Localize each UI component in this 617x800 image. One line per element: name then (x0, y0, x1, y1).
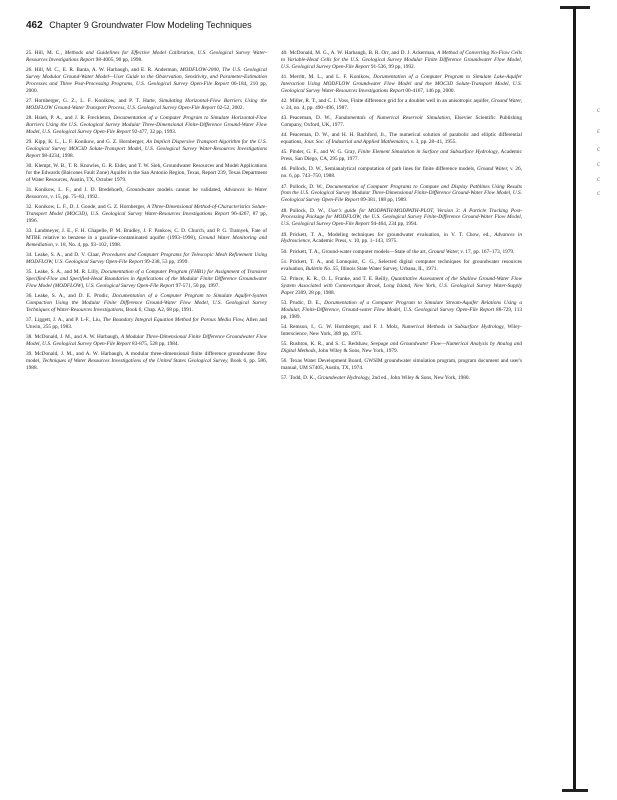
reference-text: John Wiley & Sons, New York, 1979. (316, 347, 398, 354)
reference-title: Documentation of a Computer Program (FHB1) for Assignment of Transient Specified-Flow and Specified-Head Boundaries in Applications of the Modular Finite Difference Groundwater Flow Model (MODFLOW), U.S. Geological Survey Open-File Report (26, 269, 267, 289)
reference-title: Documentation of a Computer Program to Simulate Horizontal-Flow Barriers Using the U.S. Geological Survey Modular Three-Dimensional Finite-Difference Ground-Water Flow Model, U.S. Geological Survey Open-File Report (26, 115, 267, 135)
reference-text: Konikow, L. F., D. J. Goode, and G. Z. Hornberger, (34, 204, 147, 211)
reference-entry (26, 293, 267, 314)
reference-text: Book 6, pp. 586, 1988. (26, 358, 268, 372)
reference-entry (281, 300, 522, 321)
reference-number: 48. (281, 207, 288, 214)
reference-number: 41. (281, 73, 288, 80)
reference-text: 00-184, 210 pp, 2000. (26, 80, 267, 94)
reference-entry (281, 276, 522, 297)
reference-text: Hornberger, G. Z., L. F. Konikow, and P. T. Harte, (34, 97, 160, 104)
margin-bleed-char: c (597, 145, 601, 153)
reference-entry (281, 149, 522, 163)
reference-entry (26, 98, 267, 112)
reference-entry (281, 98, 522, 112)
reference-entry (26, 204, 267, 225)
reference-title: Documentation of a Computer Program to Simulate Stream-Aquifer Relations Using a Modular, Finite-Difference, Ground-water Flow Model, U.S. Geological Survey Open-File Report (281, 300, 522, 313)
reference-text: 89-381, 188 pp, 1989. (359, 197, 408, 204)
margin-bleed-char: c (597, 106, 601, 114)
reference-text: McDonald, M. G., A. W. Harbaugh, B. R. Orr, and D. J. Ackerman, (289, 50, 438, 56)
reference-entry (26, 334, 267, 348)
reference-number: 28. (26, 115, 33, 122)
page-number: 462 (26, 20, 43, 31)
reference-entry (26, 351, 267, 372)
reference-entry (281, 249, 522, 256)
reference-entry (26, 50, 267, 64)
reference-text: Pollock, D. W., Semianalytical computation of path lines for finite difference models, (289, 166, 478, 173)
reference-title: Simulating Horizontal-Flow Barriers Using the MODFLOW Ground-Water Transport Process, U.S. Geological Survey Open-File Report (26, 97, 267, 111)
reference-number: 46. (281, 166, 288, 173)
reference-title: A Three-Dimensional Method-of-Characteristics Solute-Transport Model (MOC3D), U.S. Geological Survey Water-Resources Investigations Report (26, 204, 268, 217)
reference-entry (281, 324, 522, 338)
reference-text: Illinois State Water Survey, Urbana, IL, 1971. (339, 265, 438, 272)
reference-number: 51. (281, 258, 288, 265)
running-header (26, 20, 252, 31)
reference-text: Texas Water Development Board, GWSIM groundwater simulation program, program document and user's manual, UM S7405, Austin, TX, 1974. (281, 358, 522, 372)
reference-text: v. 3, pp. 28–41, 1955. (409, 139, 457, 146)
reference-entry (281, 166, 522, 180)
reference-entry (26, 139, 267, 160)
reference-entry (281, 74, 522, 95)
reference-title: Ground Water, (477, 166, 509, 173)
reference-text: 98-4234, 1998. (40, 152, 74, 159)
reference-text: 92-477, 32 pp, 1993. (130, 128, 177, 135)
reference-number: 31. (26, 186, 33, 193)
reference-text: Peaceman, D. W., and H. H. Rachford, Jr., The numerical solution of parabolic and elliptic differential equations, (281, 132, 522, 146)
reference-text: Prudic, D. E., (289, 300, 325, 306)
reference-text: v. 24, no. 4, pp. 490–496, 1987. (281, 104, 349, 111)
reference-text: Allen and Unwin, 255 pp, 1983. (26, 317, 267, 330)
reference-text: v. 26, no. 6, pp. 743–750, 1988. (281, 166, 522, 180)
reference-text: v. 15, pp. 75–83, 1992. (48, 193, 99, 200)
reference-title: Bulletin No. 55, (305, 265, 340, 272)
reference-title: A Method of Converting No-Flow Cells to Variable-Head Cells for the U.S. Geological Survey Modular Finite Difference Groundwater Flow Model, U.S. Geological Survey Open-File Report (281, 50, 522, 70)
reference-title: Fundamentals of Numerical Reservoir Simulation, (335, 115, 452, 122)
reference-title: User's guide for MODPATH/MODPATH-PLOT, Version 3: A Particle Tracking Post-Processing Package for MODFLOW, the U.S. Geological Survey Finite-Difference Ground-Water Flow Model, U.S. Geological Survey Open-File Report (281, 207, 522, 228)
reference-text: Pollock, D. W., (289, 207, 329, 214)
binding-edge-bottom (562, 789, 588, 792)
references-left-column (26, 50, 267, 375)
reference-title: Finite Element Simulation in Surface and Subsurface Hydrology, (357, 149, 499, 156)
reference-text: v. 17, pp. 167–173, 1979. (459, 248, 515, 255)
reference-title: Ground Water Monitoring and Remediation, (26, 234, 267, 248)
reference-text: Remson, I., G. W. Hornberger, and F. J. Molz, (289, 323, 402, 330)
reference-text: Wiley-Interscience, New York, 389 pp, 1971. (281, 323, 522, 337)
reference-text: Miller, R. T., and C. I. Voss, Finite difference grid for a doublet well in an anisotropic aquifer, (289, 97, 492, 104)
reference-title: Documentation of a Computer Program to Simulate Lake-Aquifer Interaction Using MODFLOW Groundwater Flow Model and the MOC3D Solute-Transport Model, U.S. Geological Survey Water-Resources Investigations Report (281, 73, 522, 94)
reference-title: Seepage and Groundwater Flow—Numerical Analysis by Analog and Digital Methods, (281, 341, 522, 354)
reference-entry (281, 232, 522, 246)
reference-title: Documentation of Computer Programs to Compute and Display Pathlines Using Results from the U.S. Geological Survey Modular Three-Dimensional Finite-Difference Ground-Water Flow Model, U.S. Geological Survey Open-File Report (281, 183, 522, 204)
margin-bleed-char: c (597, 175, 601, 183)
reference-title: Documentation of a Computer Program to Simulate Aquifer-System Compaction Using the Modular Finite Difference Ground-Water Flow Model, U.S. Geological Survey Techniques of Water-Resources Investigations, (26, 293, 267, 313)
reference-entry (26, 187, 267, 201)
reference-number: 27. (26, 97, 33, 104)
reference-text: Prickett, T. A., Ground-water computer models—State of the art, (289, 248, 429, 255)
reference-text: 96-4267, 87 pp, 1996. (26, 210, 267, 224)
reference-text: 02-52, 2002. (215, 104, 244, 111)
reference-text: 97-571, 50 pp, 1997. (174, 282, 220, 289)
reference-entry (281, 50, 522, 71)
reference-text: Prickett, T. A., Modeling techniques for groundwater evaluation, in V. T. Chow, ed., (289, 231, 495, 238)
reference-title: MODFLOW-2000, The U.S. Geological Survey Modular Ground-Water Model—User Guide to the Observation, Sensitivity, and Parameter-Estimation Processes and Three Post-Processing Programs, U.S. Geological Survey Open-File Report (26, 67, 267, 87)
reference-entry (281, 208, 522, 229)
reference-text: Hill, M. C., E. R. Banta, A. W. Harbaugh, and E. R. Anderman, (34, 67, 181, 74)
reference-number: 44. (281, 132, 288, 139)
reference-title: Procedures and Computer Programs for Telescopic Mesh Refinement Using MODFLOW, U.S. Geological Survey Open-File Report (26, 252, 268, 265)
reference-title: Ground Water, (491, 97, 522, 104)
reference-text: McDonald, J. M., and A. W. Harbaugh, (34, 334, 121, 341)
reference-text: Klempt, W. B., T. R. Knowles, G. R. Elder, and T. W. Sieh, Groundwater Resources and Model Applications for the Edwards (Balcones Fault Zone) Aquifer in the San Antonio Region, Texas, Report 239, Texas Department of Water Resources, Austin, TX, October 1979. (26, 163, 267, 183)
reference-number: 30. (26, 163, 33, 169)
reference-text: 83-875, 528 pp, 1984. (130, 341, 179, 348)
binding-edge-line (573, 6, 576, 792)
reference-text: Peaceman, D. W., (289, 115, 336, 122)
reference-text: Pollock, D. W., (289, 183, 326, 190)
reference-title: Ground Water, (428, 248, 460, 255)
reference-text: 91-536, 99 pp, 1992. (369, 63, 416, 70)
reference-text: 98-4005, 90 pp, 1998. (94, 56, 143, 63)
reference-text: Hsieh, P. A., and J. R. Freckleton, (34, 115, 114, 122)
reference-title: A Modular Three-Dimensional Finite Difference Groundwater Flow Model, U.S. Geological Survey Open-File Report (26, 334, 267, 348)
reference-entry (281, 358, 522, 372)
reference-text: Hill, M. C., (34, 50, 65, 56)
running-title: Chapter 9 Groundwater Flow Modeling Techniques (49, 20, 252, 30)
reference-entry (26, 228, 267, 249)
reference-text: Elsevier Scientific Publishing Company, Oxford, UK, 1977. (281, 115, 522, 128)
reference-entry (26, 252, 267, 266)
reference-text: Book 6, Chap. A2, 68 pp, 1991. (124, 306, 194, 313)
reference-title: Quantitative Assessment of the Shallow Ground-Water Flow System Associated with Connecetquot Brook, Long Island, New York, U.S. Geological Survey Water-Supply Paper (281, 276, 522, 296)
reference-number: 50. (281, 248, 288, 255)
reference-text: 00-4167, 146 pp, 2000. (404, 87, 455, 94)
reference-title: The Boundary Integral Equation Method for Porous Media Flow, (102, 317, 245, 324)
reference-text: McDonald, J. M., and A. W. Harbaugh, A modular three-dimensional finite difference groundwater flow model, (26, 351, 267, 365)
reference-text: Pinder, G. F., and W. G. Gray, (289, 149, 358, 156)
reference-number: 33. (26, 228, 33, 235)
reference-number: 34. (26, 252, 33, 259)
reference-entry (281, 259, 522, 273)
reference-title: Advances in Water Resources, (26, 186, 267, 200)
reference-entry (281, 375, 522, 382)
reference-entry (281, 115, 522, 129)
reference-number: 42. (281, 97, 288, 104)
reference-text: 2309, 28 pp, 1988. (293, 289, 336, 296)
reference-title: Methods and Guidelines for Effective Model Calibration, U.S. Geological Survey Water-Resources Investigations Report (26, 50, 267, 63)
reference-text: Rushton, K. R., and S. C. Redshaw, (289, 341, 371, 348)
reference-entry (281, 184, 522, 205)
reference-number: 39. (26, 351, 33, 358)
reference-number: 55. (281, 341, 288, 348)
reference-text: Prince, K. R., O. L. Franke, and T. E. Reilly, (289, 276, 391, 283)
reference-text: Prickett, T. A., and Lonnquist, C. G., Selected digital computer techniques for groundwater resources evaluation, (281, 258, 522, 272)
reference-number: 36. (26, 293, 33, 300)
reference-text: Todd, D. K., (289, 375, 318, 382)
reference-entry (26, 115, 267, 136)
reference-number: 57. (281, 375, 288, 382)
reference-text: Liggett, J. A., and P. L-F., Liu, (34, 317, 103, 324)
reference-title: Techniques of Water Resources Investigations of the United States Geological Survey, (42, 358, 229, 365)
reference-text: Leake, S. A., and M. R. Lilly, (34, 269, 102, 276)
reference-number: 49. (281, 231, 288, 238)
reference-text: 2nd ed., John Wiley & Sons, New York, 1980. (370, 375, 470, 382)
reference-title: Jour. Soc. of Industrial and Applied Mathematics, (303, 139, 410, 146)
reference-entry (281, 132, 522, 146)
reference-title: Advances in Hydroscience, (281, 231, 522, 245)
reference-number: 35. (26, 269, 33, 276)
reference-number: 25. (26, 50, 33, 56)
reference-entry (281, 341, 522, 355)
reference-text: Konikow, L. F., and J. D. Bredehoeft, Groundwater models cannot be validated, (34, 186, 225, 193)
reference-text: Leake, S. A., and D. E. Prudic, (34, 293, 113, 300)
reference-entry (26, 67, 267, 94)
reference-number: 52. (281, 276, 288, 283)
reference-number: 26. (26, 67, 33, 74)
reference-number: 53. (281, 300, 288, 306)
reference-text: Academic Press, San Diego, CA, 295 pp, 1977. (281, 149, 522, 163)
reference-text: 99-238, 53 pp, 1999. (143, 258, 189, 265)
reference-text: 94-464, 234 pp, 1994. (369, 221, 418, 228)
reference-number: 56. (281, 358, 288, 365)
reference-text: Landmeyer, J. E., F. H. Chapelle, P. M. Bradley, J. F. Pankow, C. D. Church, and P. G. Tratnyek, Fate of MTBE relative to benzene in a gasoline-contaminated aquifer (1993–1998), (26, 228, 267, 241)
reference-entry (26, 317, 267, 331)
reference-number: 32. (26, 204, 33, 211)
reference-number: 43. (281, 115, 288, 122)
reference-title: Groundwater Hydrology, (317, 375, 371, 382)
reference-text: Academic Press, v. 10, pp. 1–143, 1975. (311, 238, 398, 245)
reference-number: 40. (281, 50, 288, 56)
reference-number: 29. (26, 139, 33, 146)
reference-number: 37. (26, 317, 33, 324)
reference-text: Merritt, M. L., and L. F. Konikow, (289, 73, 374, 80)
reference-number: 38. (26, 334, 33, 341)
reference-text: 88-729, 113 pp, 1989. (281, 306, 523, 320)
reference-entry (26, 163, 267, 184)
reference-title: An Implicit Dispersive Transport Algorithm for the U.S. Geological Survey MOC3D Solute-Transport Model, U.S. Geological Survey Water-Resources Investigations Report (26, 139, 267, 159)
margin-bleed-char: c (597, 160, 601, 168)
reference-entry (26, 269, 267, 290)
reference-text: Kipp, K. L., L. F. Konikow, and G. Z. Hornberger, (34, 139, 147, 146)
reference-text: v. 18, No. 4, pp. 93–102, 1998. (54, 241, 122, 248)
reference-title: Numerical Methods in Subsurface Hydrology, (401, 323, 505, 330)
references-right-column (281, 50, 522, 386)
reference-number: 45. (281, 149, 288, 156)
reference-number: 54. (281, 323, 288, 330)
reference-text: Leake, S. A., and D. V. Claar, (34, 252, 102, 259)
reference-number: 47. (281, 183, 288, 190)
margin-bleed-char: c (597, 189, 601, 197)
margin-bleed-char: ε (597, 127, 600, 135)
